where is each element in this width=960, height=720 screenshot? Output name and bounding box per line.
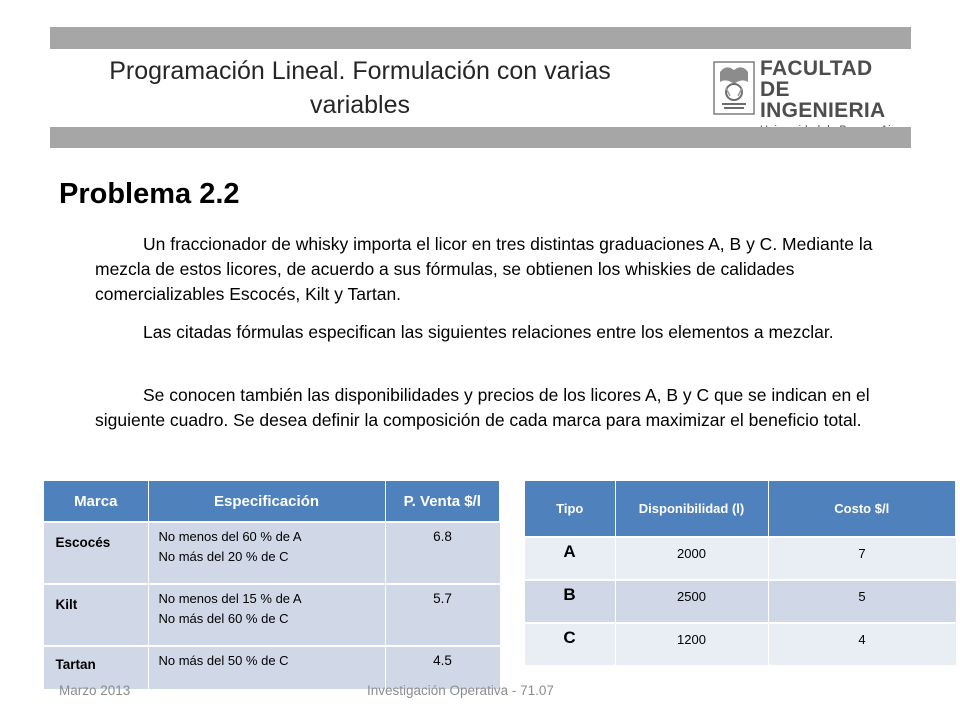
spec-line: No menos del 15 % de A [158,591,302,606]
spec-line: No más del 50 % de C [158,653,289,668]
price-cell: 5.7 [385,584,500,646]
problem-title: Problema 2.2 [59,178,240,210]
price-cell: 6.8 [385,522,500,584]
spec-cell [148,646,385,689]
price-cell: 4.5 [385,646,500,689]
header-bar-top [50,27,911,49]
logo-line1: FACULTAD [760,57,873,80]
table-row [525,537,956,580]
faculty-logo [712,58,917,120]
logo-line2: DE INGENIERIA [760,78,886,122]
table-row [525,623,956,665]
disponibilidad-cell: 2500 [615,580,768,623]
paragraph-2-text: Las citadas fórmulas especifican las siguientes relaciones entre los elementos a mezclar. [143,322,834,342]
paragraph-1-text: Un fraccionador de whisky importa el licor en tres distintas graduaciones A, B y C. Mediante la mezcla de estos licores, de acuerdo a sus fórmulas, se obtienen los whiskies de calidades comercializables Escocés, Kilt y Tartan. [95,234,873,304]
brand-cell: Tartan [44,646,149,689]
header-bar-bottom [50,127,911,148]
paragraph-3-text: Se conocen también las disponibilidades y precios de los licores A, B y C que se indican en el siguiente cuadro. Se desea definir la composición de cada marca para maximizar el beneficio total. [95,385,870,430]
slide-title-line2: variables [309,91,411,119]
disponibilidad-cell: 1200 [615,623,768,665]
types-table-header [525,481,956,538]
header-especificacion: Especificación [148,481,385,523]
table-row [44,522,500,584]
liquor-types-table [524,480,956,665]
footer-course: Investigación Operativa - 71.07 [367,683,554,698]
paragraph-2 [95,320,895,345]
table-row [525,580,956,623]
brand-cell: Kilt [44,584,149,646]
spec-line: No más del 20 % de C [158,549,289,564]
header-costo: Costo $/l [768,481,956,538]
slide-title-line1: Programación Lineal. Formulación con varias [109,57,611,85]
faculty-emblem-icon [712,60,756,116]
header-tipo: Tipo [525,481,616,538]
brand-cell: Escocés [44,522,149,584]
table-row [44,584,500,646]
brands-table-header [44,481,500,523]
paragraph-3 [95,383,895,433]
spec-line: No más del 60 % de C [158,611,289,626]
header-precio-venta: P. Venta $/l [385,481,500,523]
spec-cell [148,584,385,646]
paragraph-1 [95,232,895,307]
spec-line: No menos del 60 % de A [158,529,302,544]
costo-cell: 4 [768,623,956,665]
header-marca: Marca [44,481,149,523]
spec-cell [148,522,385,584]
tipo-cell: C [525,623,616,665]
slide-title [60,54,660,122]
tipo-cell: A [525,537,616,580]
brands-table [43,480,500,689]
footer-date: Marzo 2013 [59,683,131,698]
disponibilidad-cell: 2000 [615,537,768,580]
tipo-cell: B [525,580,616,623]
costo-cell: 7 [768,537,956,580]
header-disponibilidad: Disponibilidad (l) [615,481,768,538]
costo-cell: 5 [768,580,956,623]
